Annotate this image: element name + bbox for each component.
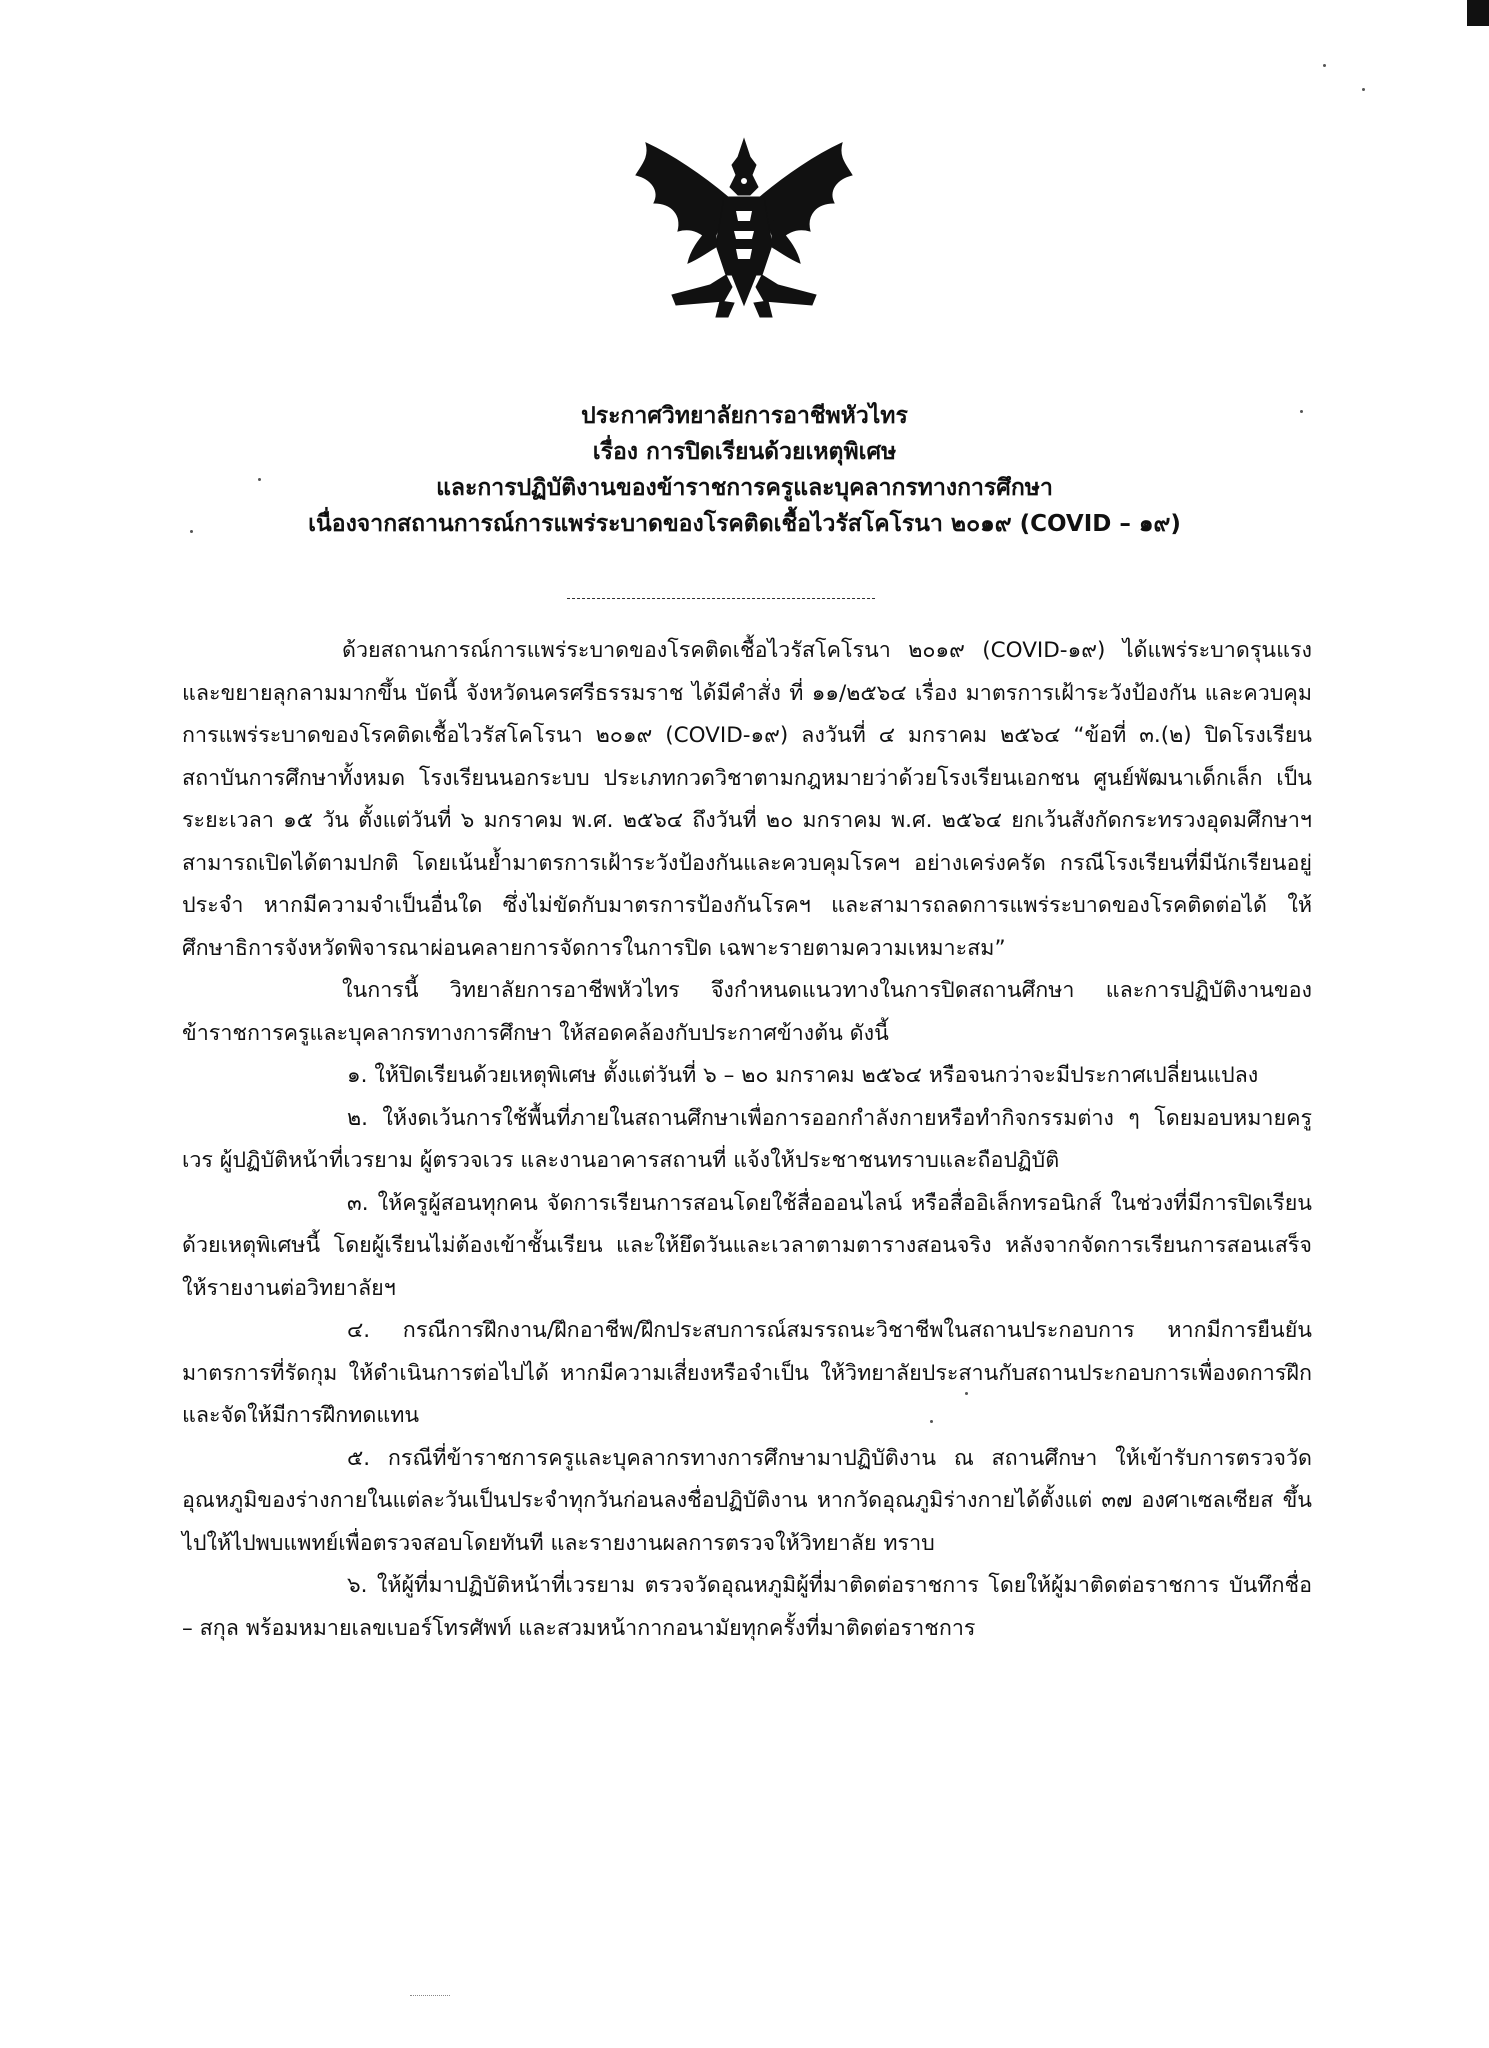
list-item: ๕. กรณีที่ข้าราชการครูและบุคลากรทางการศึกษามาปฏิบัติงาน ณ สถานศึกษา ให้เข้ารับการตรวจวัดอุณหภูมิของร่างกายในแต่ละวันเป็นประจำทุกวันก่อนลงชื่อปฏิบัติงาน หากวัดอุณภูมิร่างกายได้ตั้งแต่ ๓๗ องศาเซลเซียส ขึ้นไปให้ไปพบแพทย์เพื่อตรวจสอบโดยทันที และรายงานผลการตรวจให้วิทยาลัย ทราบ — [182, 1445, 1312, 1556]
paragraph-guidelines-intro: ในการนี้ วิทยาลัยการอาชีพหัวไทร จึงกำหนดแนวทางในการปิดสถานศึกษา และการปฏิบัติงานของข้าราชการครูและบุคลากรทางการศึกษา ให้สอดคล้องกับประกาศข้างต้น ดังนี้ — [182, 978, 1312, 1046]
paragraph-background: ด้วยสถานการณ์การแพร่ระบาดของโรคติดเชื้อไวรัสโคโรนา ๒๐๑๙ (COVID-๑๙) ได้แพร่ระบาดรุนแรงและขยายลุกลามมากขึ้น บัดนี้ จังหวัดนครศรีธรรมราช ได้มีคำสั่ง ที่ ๑๑/๒๕๖๔ เรื่อง มาตรการเฝ้าระวังป้องกัน และควบคุมการแพร่ระบาดของโรคติดเชื้อไวรัสโคโรนา ๒๐๑๙ (COVID-๑๙) ลงวันที่ ๔ มกราคม ๒๕๖๔ “ข้อที่ ๓.(๒) ปิดโรงเรียน สถาบันการศึกษาทั้งหมด โรงเรียนนอกระบบ ประเภทกวดวิชาตามกฎหมายว่าด้วยโรงเรียนเอกชน ศูนย์พัฒนาเด็กเล็ก เป็นระยะเวลา ๑๕ วัน ตั้งแต่วันที่ ๖ มกราคม พ.ศ. ๒๕๖๔ ถึงวันที่ ๒๐ มกราคม พ.ศ. ๒๕๖๔ ยกเว้นสังกัดกระทรวงอุดมศึกษาฯ สามารถเปิดได้ตามปกติ โดยเน้นย้ำมาตรการเฝ้าระวังป้องกันและควบคุมโรคฯ อย่างเคร่งครัด กรณีโรงเรียนที่มีนักเรียนอยู่ประจำ หากมีความจำเป็นอื่นใด ซึ่งไม่ขัดกับมาตรการป้องกันโรคฯ และสามารถลดการแพร่ระบาดของโรคติดต่อได้ ให้ศึกษาธิการจังหวัดพิจารณาผ่อนคลายการจัดการในการปิด เฉพาะรายตามความเหมาะสม” — [182, 638, 1312, 961]
scan-speck — [1362, 88, 1365, 91]
announcement-heading — [200, 398, 1289, 542]
heading-subject: เรื่อง การปิดเรียนด้วยเหตุพิเศษ — [592, 439, 897, 465]
list-item: ๖. ให้ผู้ที่มาปฏิบัติหน้าที่เวรยาม ตรวจวัดอุณหภูมิผู้ที่มาติดต่อราชการ โดยให้ผู้มาติดต่อราชการ บันทึกชื่อ – สกุล พร้อมหมายเลขเบอร์โทรศัพท์ และสวมหน้ากากอนามัยทุกครั้งที่มาติดต่อราชการ — [182, 1573, 1312, 1641]
list-item: ๔. กรณีการฝึกงาน/ฝึกอาชีพ/ฝึกประสบการณ์สมรรถนะวิชาชีพในสถานประกอบการ หากมีการยืนยันมาตรการที่รัดกุม ให้ดำเนินการต่อไปได้ หากมีความเสี่ยงหรือจำเป็น ให้วิทยาลัยประสานกับสถานประกอบการเพื่องดการฝึกและจัดให้มีการฝึกทดแทน — [182, 1318, 1312, 1428]
scan-speck — [1323, 64, 1326, 67]
heading-separator — [567, 598, 875, 599]
scan-footer-dots — [410, 1995, 450, 1996]
announcement-body — [182, 630, 1312, 1650]
heading-subject-line3: เนื่องจากสถานการณ์การแพร่ระบาดของโรคติดเชื้อไวรัสโคโรนา ๒๐๑๙ (COVID – ๑๙) — [308, 511, 1181, 537]
scan-speck — [1300, 410, 1303, 413]
garuda-emblem-icon — [632, 135, 856, 320]
scan-speck — [190, 530, 193, 533]
heading-subject-line2: และการปฏิบัติงานของข้าราชการครูและบุคลากรทางการศึกษา — [436, 475, 1053, 501]
heading-title: ประกาศวิทยาลัยการอาชีพหัวไทร — [581, 403, 908, 429]
list-item: ๒. ให้งดเว้นการใช้พื้นที่ภายในสถานศึกษาเพื่อการออกกำลังกายหรือทำกิจกรรมต่าง ๆ โดยมอบหมายครูเวร ผู้ปฏิบัติหน้าที่เวรยาม ผู้ตรวจเวร และงานอาคารสถานที่ แจ้งให้ประชาชนทราบและถือปฏิบัติ — [182, 1105, 1312, 1173]
list-item: ๓. ให้ครูผู้สอนทุกคน จัดการเรียนการสอนโดยใช้สื่อออนไลน์ หรือสื่ออิเล็กทรอนิกส์ ในช่วงที่มีการปิดเรียนด้วยเหตุพิเศษนี้ โดยผู้เรียนไม่ต้องเข้าชั้นเรียน และให้ยึดวันและเวลาตามตารางสอนจริง หลังจากจัดการเรียนการสอนเสร็จให้รายงานต่อวิทยาลัยฯ — [182, 1190, 1312, 1301]
list-item: ๑. ให้ปิดเรียนด้วยเหตุพิเศษ ตั้งแต่วันที่ ๖ – ๒๐ มกราคม ๒๕๖๔ หรือจนกว่าจะมีประกาศเปลี่ยนแปลง — [347, 1063, 1259, 1088]
scan-corner-mark — [1467, 0, 1489, 26]
